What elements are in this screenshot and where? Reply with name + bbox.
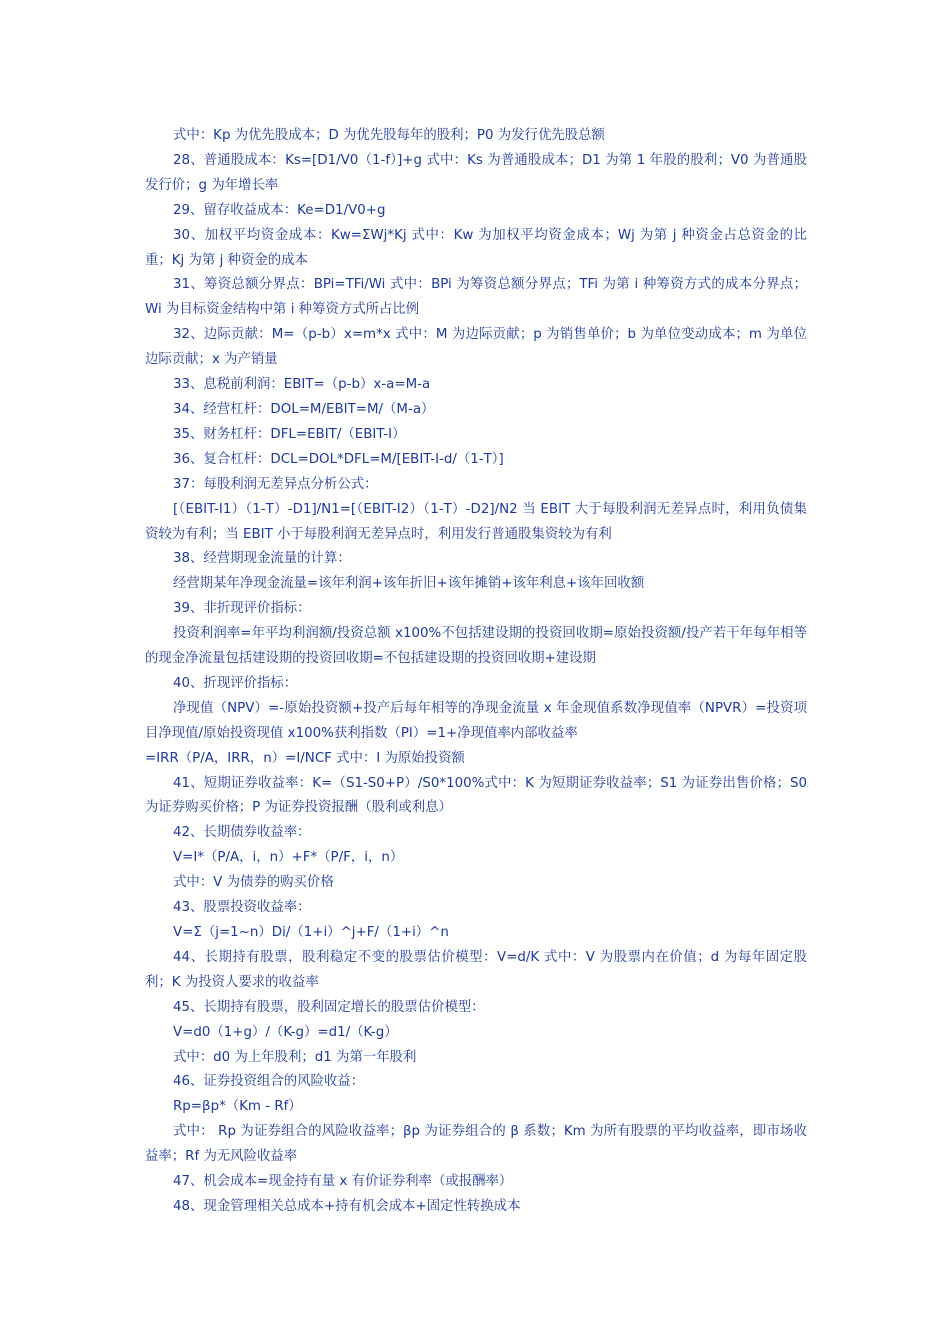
paragraph: 44、长期持有股票，股利稳定不变的股票估价模型：V=d/K 式中：V 为股票内在价值；d 为每年固定股利；K 为投资人要求的收益率 (145, 949, 807, 990)
paragraph: 30、加权平均资金成本：Kw=ΣWj*Kj 式中：Kw 为加权平均资金成本；Wj 为第 j 种资金占总资金的比重；Kj 为第 j 种资金的成本 (145, 227, 807, 268)
document-page (145, 124, 807, 1220)
paragraph: 式中： Rp 为证券组合的风险收益率；βp 为证券组合的 β 系数；Km 为所有股票的平均收益率，即市场收益率；Rf 为无风险收益率 (145, 1124, 807, 1165)
paragraph: 42、长期债券收益率： (173, 825, 311, 841)
paragraph: 33、息税前利润：EBIT=（p-b）x-a=M-a (173, 377, 431, 393)
paragraph: 34、经营杠杆：DOL=M/EBIT=M/（M-a） (173, 401, 435, 417)
paragraph: 41、短期证券收益率：K=（S1-S0+P）/S0*100%式中：K 为短期证券收益率；S1 为证券出售价格；S0 为证券购买价格；P 为证券投资报酬（股利或利息） (145, 775, 807, 816)
paragraph: V=Σ（j=1~n）Di/（1+i）^j+F/（1+i）^n (173, 925, 449, 940)
paragraph: 32、边际贡献：M=（p-b）x=m*x 式中：M 为边际贡献；p 为销售单价；b 为单位变动成本；m 为单位边际贡献；x 为产销量 (145, 327, 807, 368)
paragraph: 40、折现评价指标： (173, 675, 298, 691)
paragraph: 47、机会成本=现金持有量 x 有价证券利率（或报酬率） (173, 1174, 513, 1190)
paragraph: 29、留存收益成本：Ke=D1/V0+g (173, 202, 386, 218)
paragraph: Rp=βp*（Km - Rf） (173, 1099, 302, 1115)
paragraph: 43、股票投资收益率： (173, 900, 311, 916)
paragraph: 式中：V 为债券的购买价格 (173, 875, 334, 891)
paragraph: 45、长期持有股票，股利固定增长的股票估价模型： (173, 999, 485, 1015)
paragraph: 投资利润率=年平均利润额/投资总额 x100%不包括建设期的投资回收期=原始投资额/投产若干年每年相等的现金净流量包括建设期的投资回收期=不包括建设期的投资回收期+建设期 (145, 626, 807, 667)
paragraph: 净现值（NPV）=-原始投资额+投产后每年相等的净现金流量 x 年金现值系数净现值率（NPVR）=投资项目净现值/原始投资现值 x100%获利指数（PI）=1+净现值率内部收益率 (145, 700, 807, 741)
paragraph: 36、复合杠杆：DCL=DOL*DFL=M/[EBIT-I-d/（1-T）] (173, 451, 504, 467)
paragraph: =IRR（P/A，IRR，n）=I/NCF 式中：I 为原始投资额 (145, 750, 465, 766)
paragraph: 48、现金管理相关总成本+持有机会成本+固定性转换成本 (173, 1198, 521, 1214)
paragraph: V=I*（P/A，i，n）+F*（P/F，i，n） (173, 850, 404, 866)
paragraph: 式中：d0 为上年股利；d1 为第一年股利 (173, 1049, 417, 1065)
paragraph: 31、筹资总额分界点：BPi=TFi/Wi 式中：BPi 为筹资总额分界点；TFi 为第 i 种筹资方式的成本分界点；Wi 为目标资金结构中第 i 种筹资方式所占比例 (145, 277, 807, 318)
paragraph: 35、财务杠杆：DFL=EBIT/（EBIT-I） (173, 426, 406, 442)
paragraph: 39、非折现评价指标： (173, 601, 311, 617)
paragraph: 46、证券投资组合的风险收益： (173, 1074, 365, 1090)
paragraph: 37：每股利润无差异点分析公式： (173, 476, 378, 492)
paragraph: V=d0（1+g）/（K-g）=d1/（K-g） (173, 1024, 398, 1040)
paragraph: 28、普通股成本：Ks=[D1/V0（1-f）]+g 式中：Ks 为普通股成本；D1 为第 1 年股的股利；V0 为普通股发行价；g 为年增长率 (145, 152, 807, 193)
paragraph: 式中：Kp 为优先股成本；D 为优先股每年的股利；P0 为发行优先股总额 (173, 128, 605, 143)
paragraph: 经营期某年净现金流量=该年利润+该年折旧+该年摊销+该年利息+该年回收额 (173, 576, 645, 592)
paragraph: [（EBIT-I1）（1-T）-D1]/N1=[（EBIT-I2）（1-T）-D2]/N2 当 EBIT 大于每股利润无差异点时，利用负债集资较为有利；当 EBIT 小于每股利润无差异点时，利用发行普通股集资较为有利 (145, 501, 807, 542)
paragraph: 38、经营期现金流量的计算： (173, 551, 351, 567)
